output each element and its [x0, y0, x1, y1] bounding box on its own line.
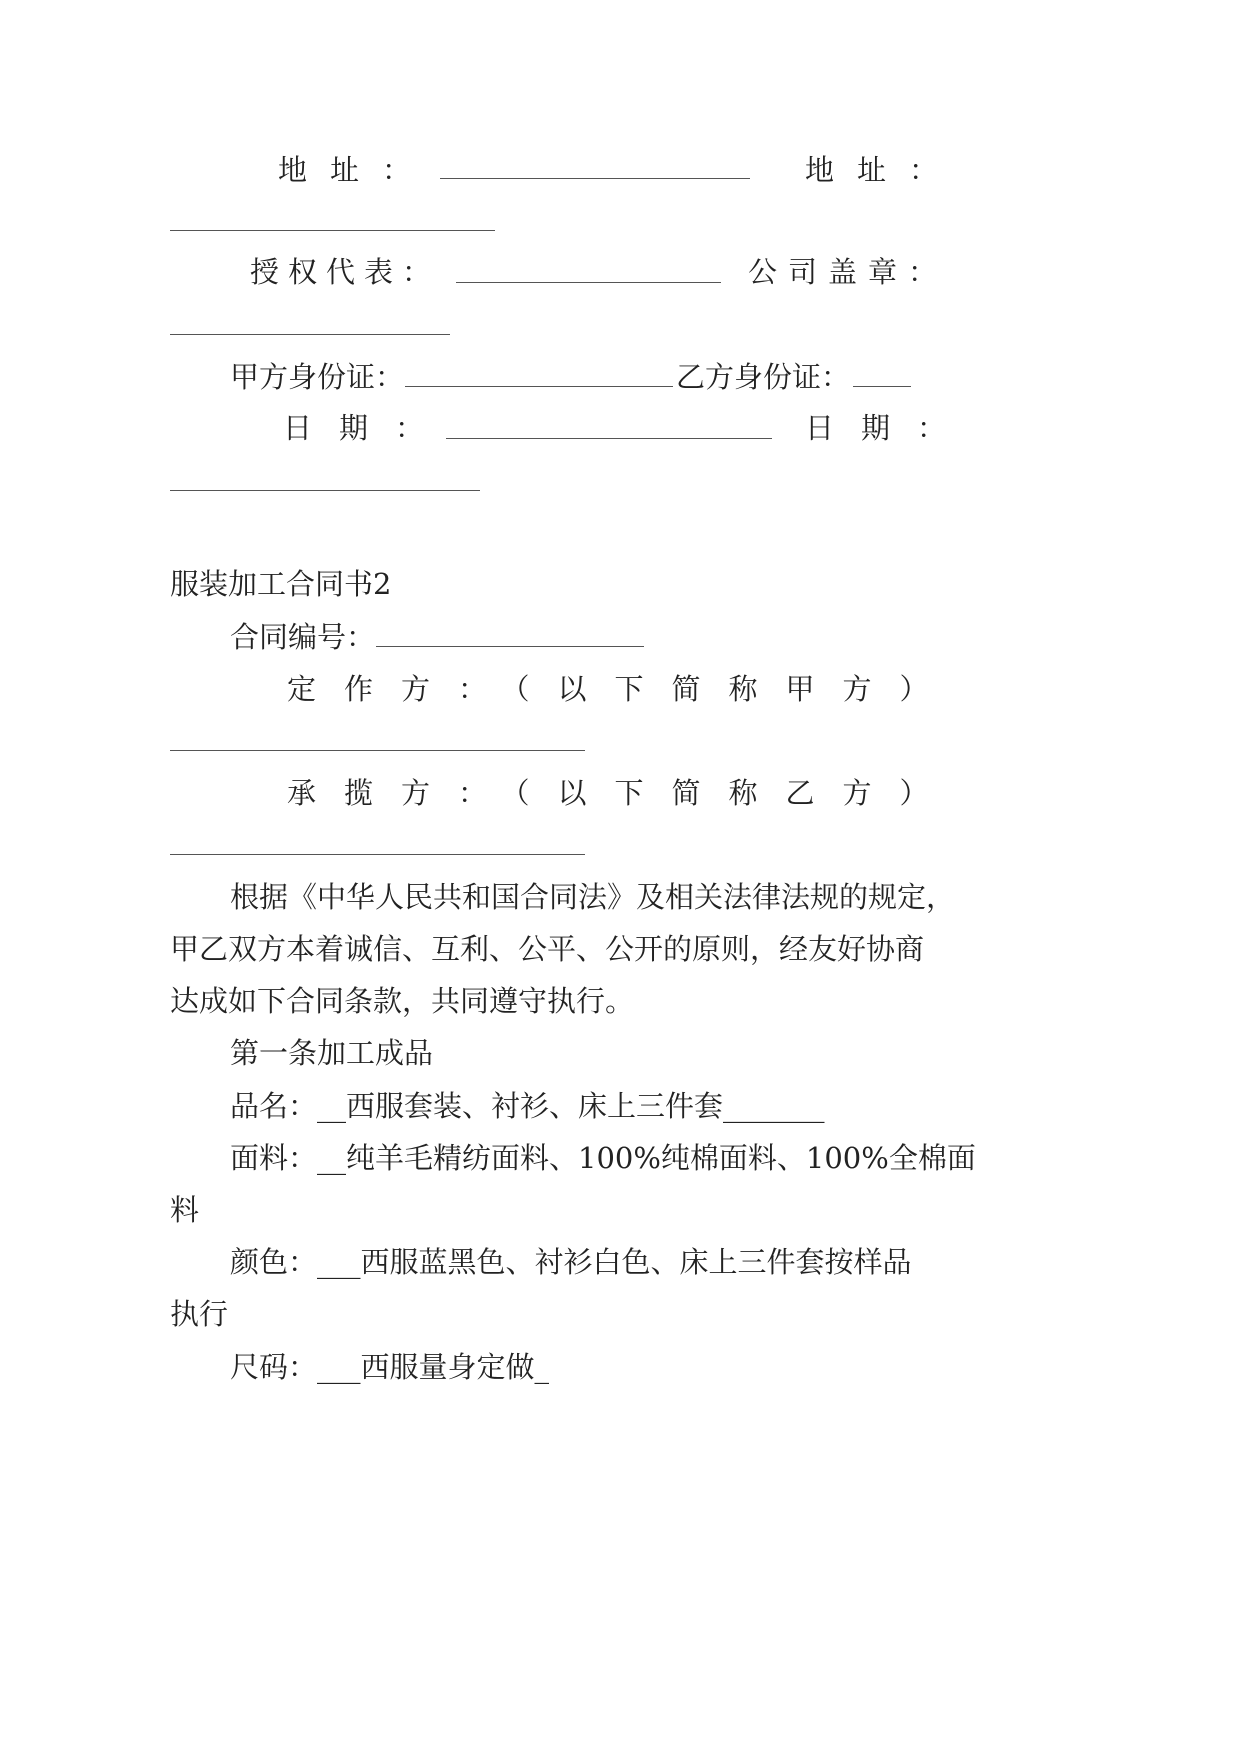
party-b-id-label: 乙方身份证： [676, 360, 851, 394]
intro-line-2: 甲乙双方本着诚信、互利、公平、公开的原则，经友好协商 [170, 932, 925, 966]
authorized-rep-blank[interactable] [456, 282, 721, 283]
party-a-id-label: 甲方身份证： [230, 360, 405, 394]
contractor-label: 承揽方：（以下简称乙方） [287, 776, 957, 810]
orderer-row [0, 671, 1241, 707]
contract-title: 服装加工合同书2 [170, 567, 392, 601]
orderer-blank[interactable] [170, 750, 585, 751]
fabric-line-1: 面料：__纯羊毛精纺面料、100%纯棉面料、100%全棉面 [230, 1141, 976, 1175]
contractor-row [0, 775, 1241, 811]
fabric-line-2: 料 [170, 1193, 200, 1227]
address-label-b: 地址： [805, 153, 962, 187]
product-name-line: 品名：__西服套装、衬衫、床上三件套_______ [230, 1089, 825, 1123]
address-label-a: 地址： [278, 153, 435, 187]
date-row [0, 410, 1241, 446]
contractor-blank[interactable] [170, 854, 585, 855]
contract-no-label: 合同编号： [230, 620, 376, 654]
color-line-1: 颜色：___西服蓝黑色、衬衫白色、床上三件套按样品 [230, 1245, 912, 1279]
intro-line-3: 达成如下合同条款，共同遵守执行。 [170, 984, 635, 1018]
date-label-a: 日期： [283, 411, 452, 445]
rep-seal-row [0, 254, 1241, 290]
date-blank-a[interactable] [446, 438, 772, 439]
orderer-label: 定作方：（以下简称甲方） [287, 672, 957, 706]
intro-line-1: 根据《中华人民共和国合同法》及相关法律法规的规定， [230, 880, 956, 914]
date-label-b: 日期： [805, 411, 974, 445]
party-b-id-blank[interactable] [853, 386, 911, 387]
authorized-rep-label: 授权代表： [250, 255, 441, 289]
color-line-2: 执行 [170, 1297, 229, 1331]
address-blank-b[interactable] [170, 230, 495, 231]
date-blank-b[interactable] [170, 490, 480, 491]
party-a-id-blank[interactable] [405, 386, 673, 387]
address-row [0, 152, 1241, 188]
address-blank-a[interactable] [440, 178, 750, 179]
article-1-title: 第一条加工成品 [230, 1036, 434, 1070]
contract-no-blank[interactable] [376, 646, 644, 647]
size-line: 尺码：___西服量身定做_ [230, 1350, 550, 1384]
company-seal-blank[interactable] [170, 334, 450, 335]
company-seal-label: 公司盖章： [748, 255, 949, 289]
